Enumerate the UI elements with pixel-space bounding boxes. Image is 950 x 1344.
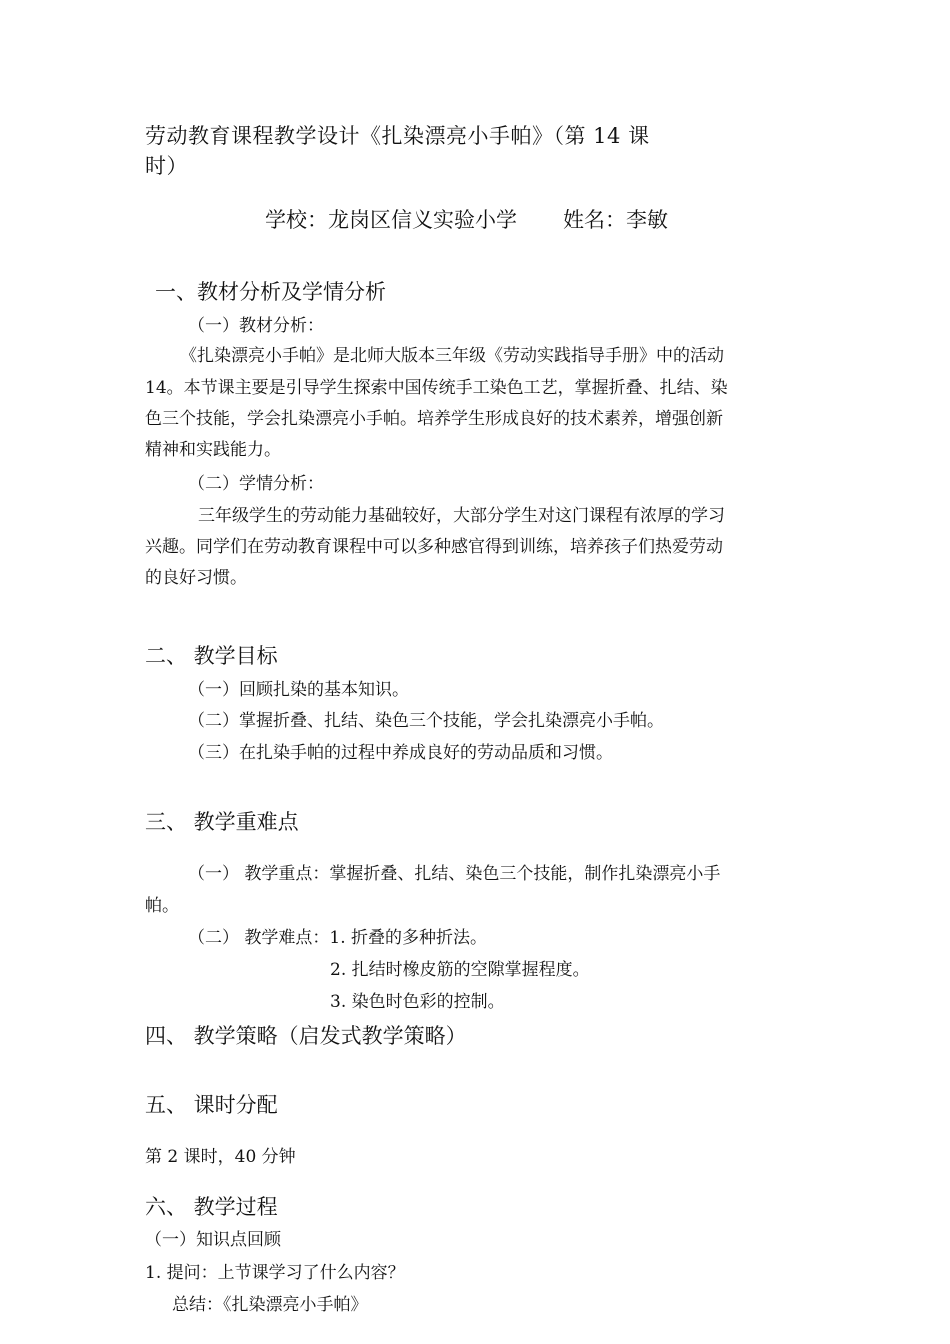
school-author-line [265, 210, 668, 231]
doc-title-line2: 时） [145, 154, 188, 178]
objective-item: （三）在扎染手帕的过程中养成良好的劳动品质和习惯。 [188, 743, 613, 763]
section1-heading: 一、教材分析及学情分析 [155, 280, 386, 304]
section2-heading: 二、 教学目标 [145, 644, 278, 668]
section6-heading: 六、 教学过程 [145, 1195, 278, 1219]
section1-sub1-line: 14。本节课主要是引导学生探索中国传统手工染色工艺，掌握折叠、扎结、染 [145, 378, 728, 398]
section1-sub1-line: 精神和实践能力。 [145, 440, 281, 460]
section5-heading: 五、 课时分配 [145, 1093, 278, 1117]
section1-sub2-line: 三年级学生的劳动能力基础较好，大部分学生对这门课程有浓厚的学习 [198, 506, 725, 526]
key-point-line1: （一） 教学重点：掌握折叠、扎结、染色三个技能，制作扎染漂亮小手 [188, 864, 721, 884]
section1-sub2-label: （二）学情分析： [188, 474, 324, 494]
section1-sub2-line: 的良好习惯。 [145, 568, 247, 588]
section1-sub2-line: 兴趣。同学们在劳动教育课程中可以多种感官得到训练，培养孩子们热爱劳动 [145, 537, 723, 557]
objective-item: （二）掌握折叠、扎结、染色三个技能，学会扎染漂亮小手帕。 [188, 711, 664, 731]
section1-sub1-line: 色三个技能，学会扎染漂亮小手帕。培养学生形成良好的技术素养，增强创新 [145, 409, 723, 429]
key-point-line2: 帕。 [145, 896, 179, 916]
difficult-point-line2: 2. 扎结时橡皮筋的空隙掌握程度。 [330, 960, 590, 980]
author-name: 姓名：李敏 [563, 208, 668, 232]
section3-heading: 三、 教学重难点 [145, 810, 299, 834]
doc-title-line1: 劳动教育课程教学设计《扎染漂亮小手帕》（第 14 课 [145, 124, 650, 148]
difficult-point-line1: （二） 教学难点：1. 折叠的多种折法。 [188, 928, 488, 948]
difficult-point-line3: 3. 染色时色彩的控制。 [330, 992, 505, 1012]
class-hours: 第 2 课时，40 分钟 [145, 1147, 296, 1167]
section6-sub1-label: （一）知识点回顾 [145, 1230, 281, 1250]
section4-heading: 四、 教学策略（启发式教学策略） [145, 1024, 467, 1048]
section1-sub1-line: 《扎染漂亮小手帕》是北师大版本三年级《劳动实践指导手册》中的活动 [180, 346, 724, 366]
objective-item: （一）回顾扎染的基本知识。 [188, 680, 409, 700]
school-name: 学校：龙岗区信义实验小学 [265, 208, 517, 232]
section1-sub1-label: （一）教材分析： [188, 316, 324, 336]
question-line: 1. 提问：上节课学习了什么内容？ [145, 1263, 405, 1283]
summary-line: 总结：《扎染漂亮小手帕》 [172, 1295, 368, 1315]
